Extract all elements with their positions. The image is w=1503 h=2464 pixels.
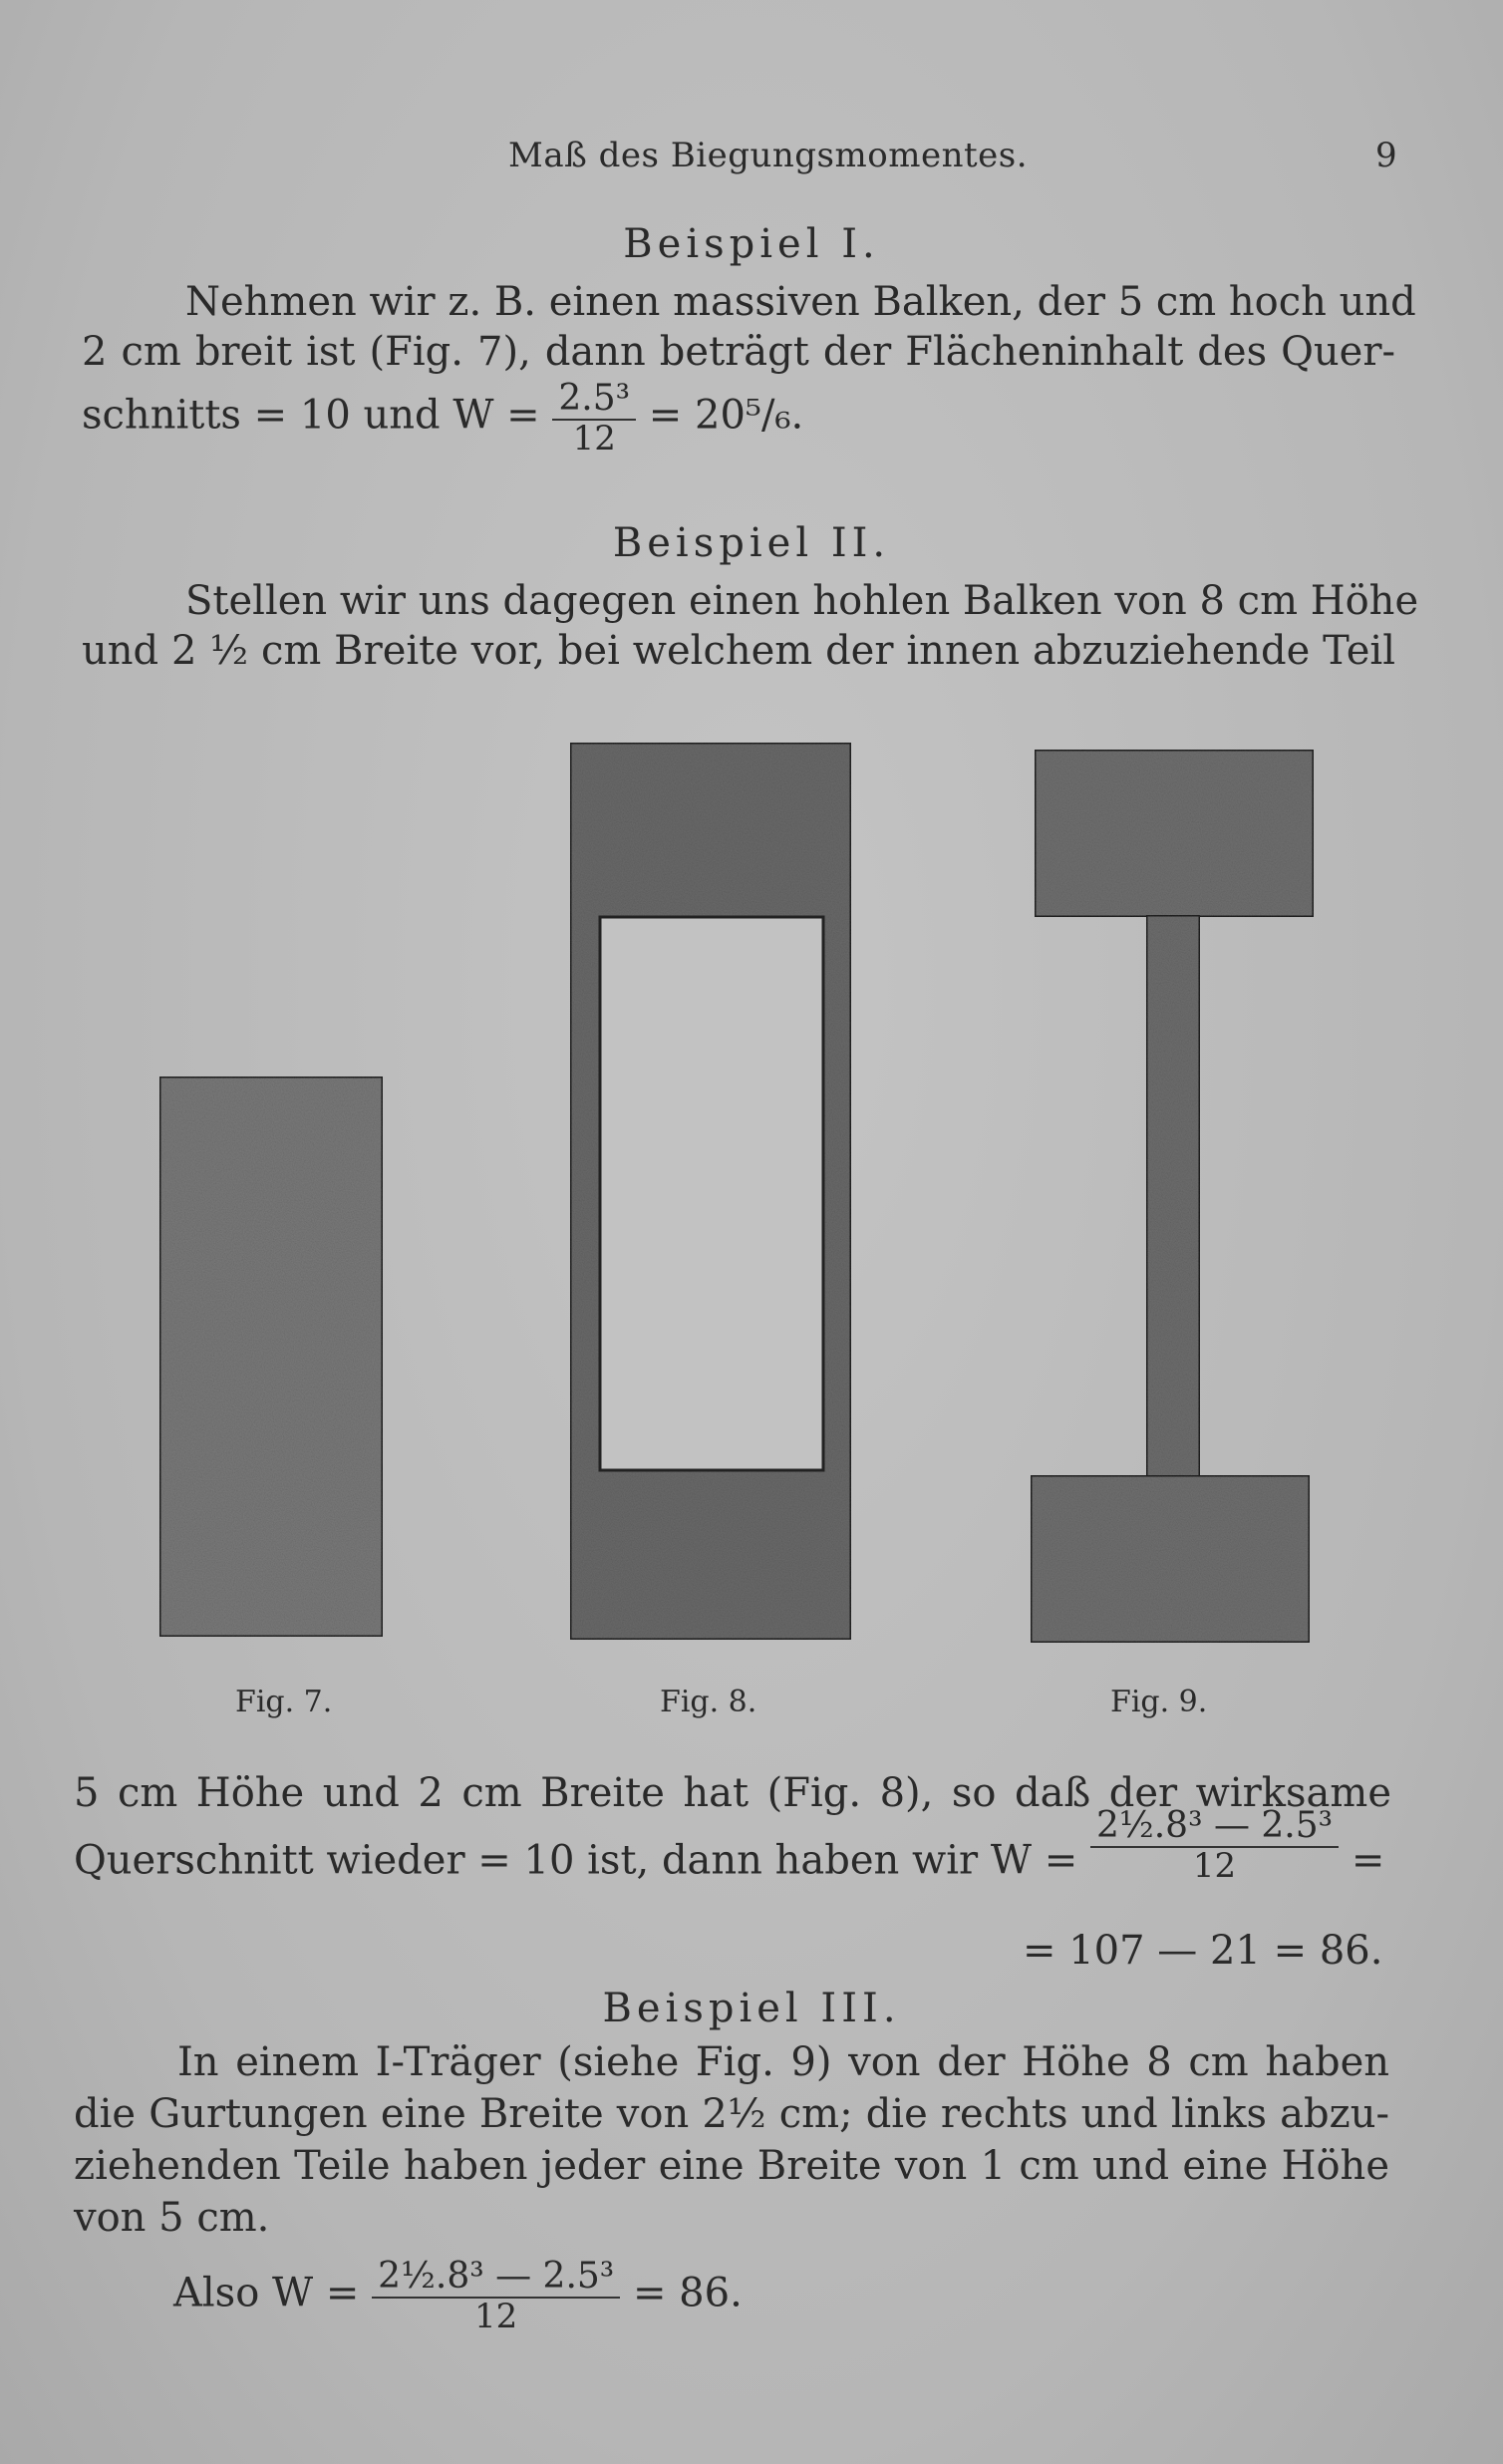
example1-fraction-numerator: 2.5³	[552, 379, 636, 421]
example2-line2: und 2 ½ cm Breite vor, bei welchem der innen abzuziehende Teil	[82, 628, 1395, 674]
example2-heading: Beispiel II.	[612, 520, 891, 566]
example3-line4: von 5 cm.	[74, 2195, 270, 2241]
fig7-solid-beam	[159, 1077, 383, 1637]
fig9-i-beam	[1031, 750, 1314, 1643]
example3-also-prefix: Also W =	[173, 2270, 360, 2316]
example2-fraction	[1090, 1806, 1339, 1885]
page-number: 9	[1375, 136, 1398, 175]
example1-line1: Nehmen wir z. B. einen massiven Balken, der 5 cm hoch und	[185, 279, 1416, 325]
example1-heading: Beispiel I.	[623, 221, 880, 267]
example2-line1: Stellen wir uns dagegen einen hohlen Balken von 8 cm Höhe	[185, 578, 1419, 624]
example3-fraction-denominator: 12	[474, 2296, 518, 2336]
example1-line2: 2 cm breit ist (Fig. 7), dann beträgt der Flächeninhalt des Quer-	[82, 329, 1395, 375]
example3-fraction	[372, 2257, 620, 2335]
example1-line3-prefix: schnitts = 10 und W =	[82, 392, 553, 439]
example3-fraction-numerator: 2½.8³ — 2.5³	[372, 2257, 620, 2299]
example2-fraction-numerator: 2½.8³ — 2.5³	[1090, 1806, 1339, 1848]
example1-line3-suffix: = 20⁵/₆.	[648, 392, 804, 439]
fig7-caption: Fig. 7.	[235, 1685, 333, 1719]
fig9-caption: Fig. 9.	[1110, 1685, 1208, 1719]
example1-fraction-denominator: 12	[572, 418, 616, 459]
example3-also-suffix: = 86.	[632, 2270, 743, 2316]
fig8-caption: Fig. 8.	[660, 1685, 757, 1719]
example2-cont-line1: 5 cm Höhe und 2 cm Breite hat (Fig. 8), so daß der wirksame	[74, 1770, 1391, 1816]
example2-fraction-denominator: 12	[1192, 1845, 1237, 1886]
example2-cont-line2-suffix: =	[1351, 1837, 1385, 1884]
example3-line3: ziehenden Teile haben jeder eine Breite von 1 cm und eine Höhe	[74, 2143, 1389, 2189]
example3-also-line	[173, 2257, 1070, 2335]
example3-line2: die Gurtungen eine Breite von 2½ cm; die rechts und links abzu-	[74, 2091, 1389, 2137]
example3-heading: Beispiel III.	[602, 1986, 901, 2031]
running-title: Maß des Biegungsmomentes.	[508, 136, 1029, 175]
fig8-hollow-beam	[570, 743, 851, 1640]
example2-cont-line2	[74, 1805, 1391, 1903]
example3-line1: In einem I-Träger (siehe Fig. 9) von der Höhe 8 cm haben	[177, 2039, 1389, 2085]
example2-cont-line3: = 107 — 21 = 86.	[1023, 1928, 1383, 1974]
example2-cont-line2-prefix: Querschnitt wieder = 10 ist, dann haben wir W =	[74, 1837, 1078, 1884]
